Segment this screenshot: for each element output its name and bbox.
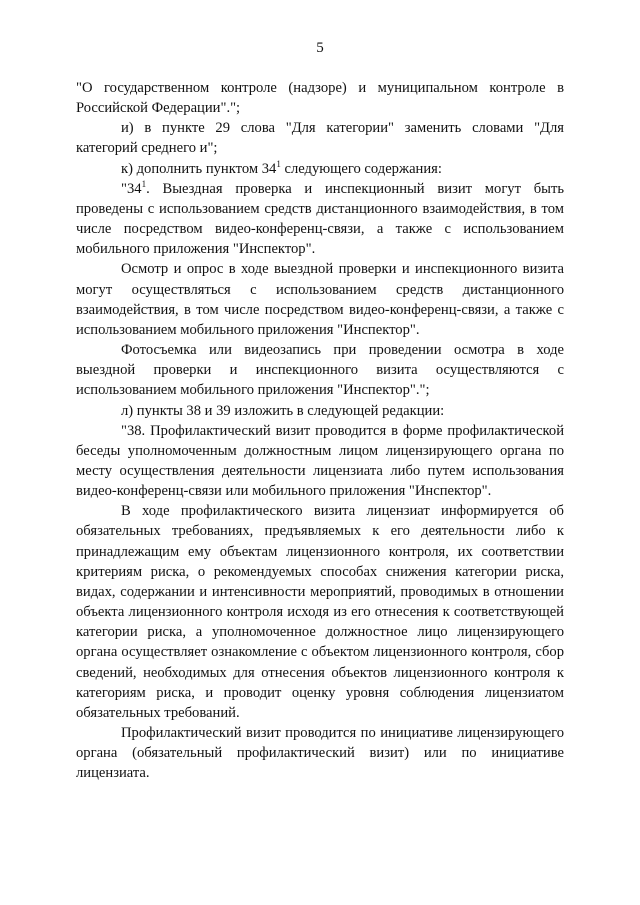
paragraph-clause-38 bbox=[76, 421, 564, 502]
paragraph-text: Фотосъемка или видеозапись при проведении осмотра в ходе выездной проверки и инспекционного визита осуществляются с использованием мобильного приложения "Инспектор"."; bbox=[76, 342, 564, 399]
paragraph-text: к) дополнить пунктом 34 bbox=[121, 160, 277, 177]
paragraph-text: и) в пункте 29 слова "Для категории" заменить словами "Для категорий среднего и"; bbox=[76, 120, 564, 157]
paragraph-text: л) пункты 38 и 39 изложить в следующей редакции: bbox=[121, 402, 445, 419]
paragraph-text: Профилактический визит проводится по инициативе лицензирующего органа (обязательный профилактический визит) или по инициативе лицензиата. bbox=[76, 725, 564, 782]
paragraph-text: "38. Профилактический визит проводится в форме профилактической беседы уполномоченным должностным лицом лицензирующего органа по месту осуществления деятельности лицензиата либо путем использования видео-конференц-связи или мобильного приложения "Инспектор". bbox=[76, 422, 564, 500]
paragraph-text: В ходе профилактического визита лицензиат информируется об обязательных требованиях, предъявляемых к его деятельности либо к принадлежащим ему объектам лицензионного контроля, их соответствии критериям риска, о рекомендуемых способах снижения категории риска, видах, содержании и интенсивности мероприятий, проводимых в отношении объекта лицензионного контроля исходя из его отнесения к соответствующей категории риска, а уполномоченное должностное лицо лицензирующего органа осуществляет ознакомление с объектом лицензионного контроля, сбор сведений, необходимых для отнесения объектов лицензионного контроля к категориям риска, и проводит оценку уровня соблюдения лицензиатом обязательных требований. bbox=[76, 503, 564, 721]
paragraph-inspection-survey bbox=[76, 259, 564, 340]
paragraph-text: "34 bbox=[121, 180, 142, 197]
paragraph-text: . Выездная проверка и инспекционный визит могут быть проведены с использованием средств дистанционного взаимодействия, в том числе посредством видео-конференц-связи, а также с использованием мобильного приложения "Инспектор". bbox=[76, 180, 564, 258]
paragraph-text: следующего содержания: bbox=[280, 160, 442, 177]
superscript: 1 bbox=[141, 178, 147, 189]
page-number: 5 bbox=[316, 40, 324, 56]
paragraph-item-i bbox=[76, 118, 564, 158]
superscript: 1 bbox=[276, 158, 281, 169]
paragraph-clause-34-1 bbox=[76, 179, 564, 260]
document-body bbox=[76, 78, 564, 783]
paragraph-item-k bbox=[76, 159, 564, 179]
paragraph-preventive-visit-details bbox=[76, 501, 564, 723]
paragraph-item-l bbox=[76, 401, 564, 421]
paragraph-visit-initiative bbox=[76, 723, 564, 783]
paragraph-law-title-end bbox=[76, 78, 564, 118]
paragraph-text: "О государственном контроле (надзоре) и муниципальном контроле в Российской Федерации"."; bbox=[76, 80, 564, 117]
paragraph-photo-video bbox=[76, 340, 564, 400]
paragraph-text: Осмотр и опрос в ходе выездной проверки и инспекционного визита могут осуществляться с использованием средств дистанционного взаимодействия, в том числе посредством видео-конференц-связи, а также с использованием мобильного приложения "Инспектор". bbox=[76, 261, 564, 338]
